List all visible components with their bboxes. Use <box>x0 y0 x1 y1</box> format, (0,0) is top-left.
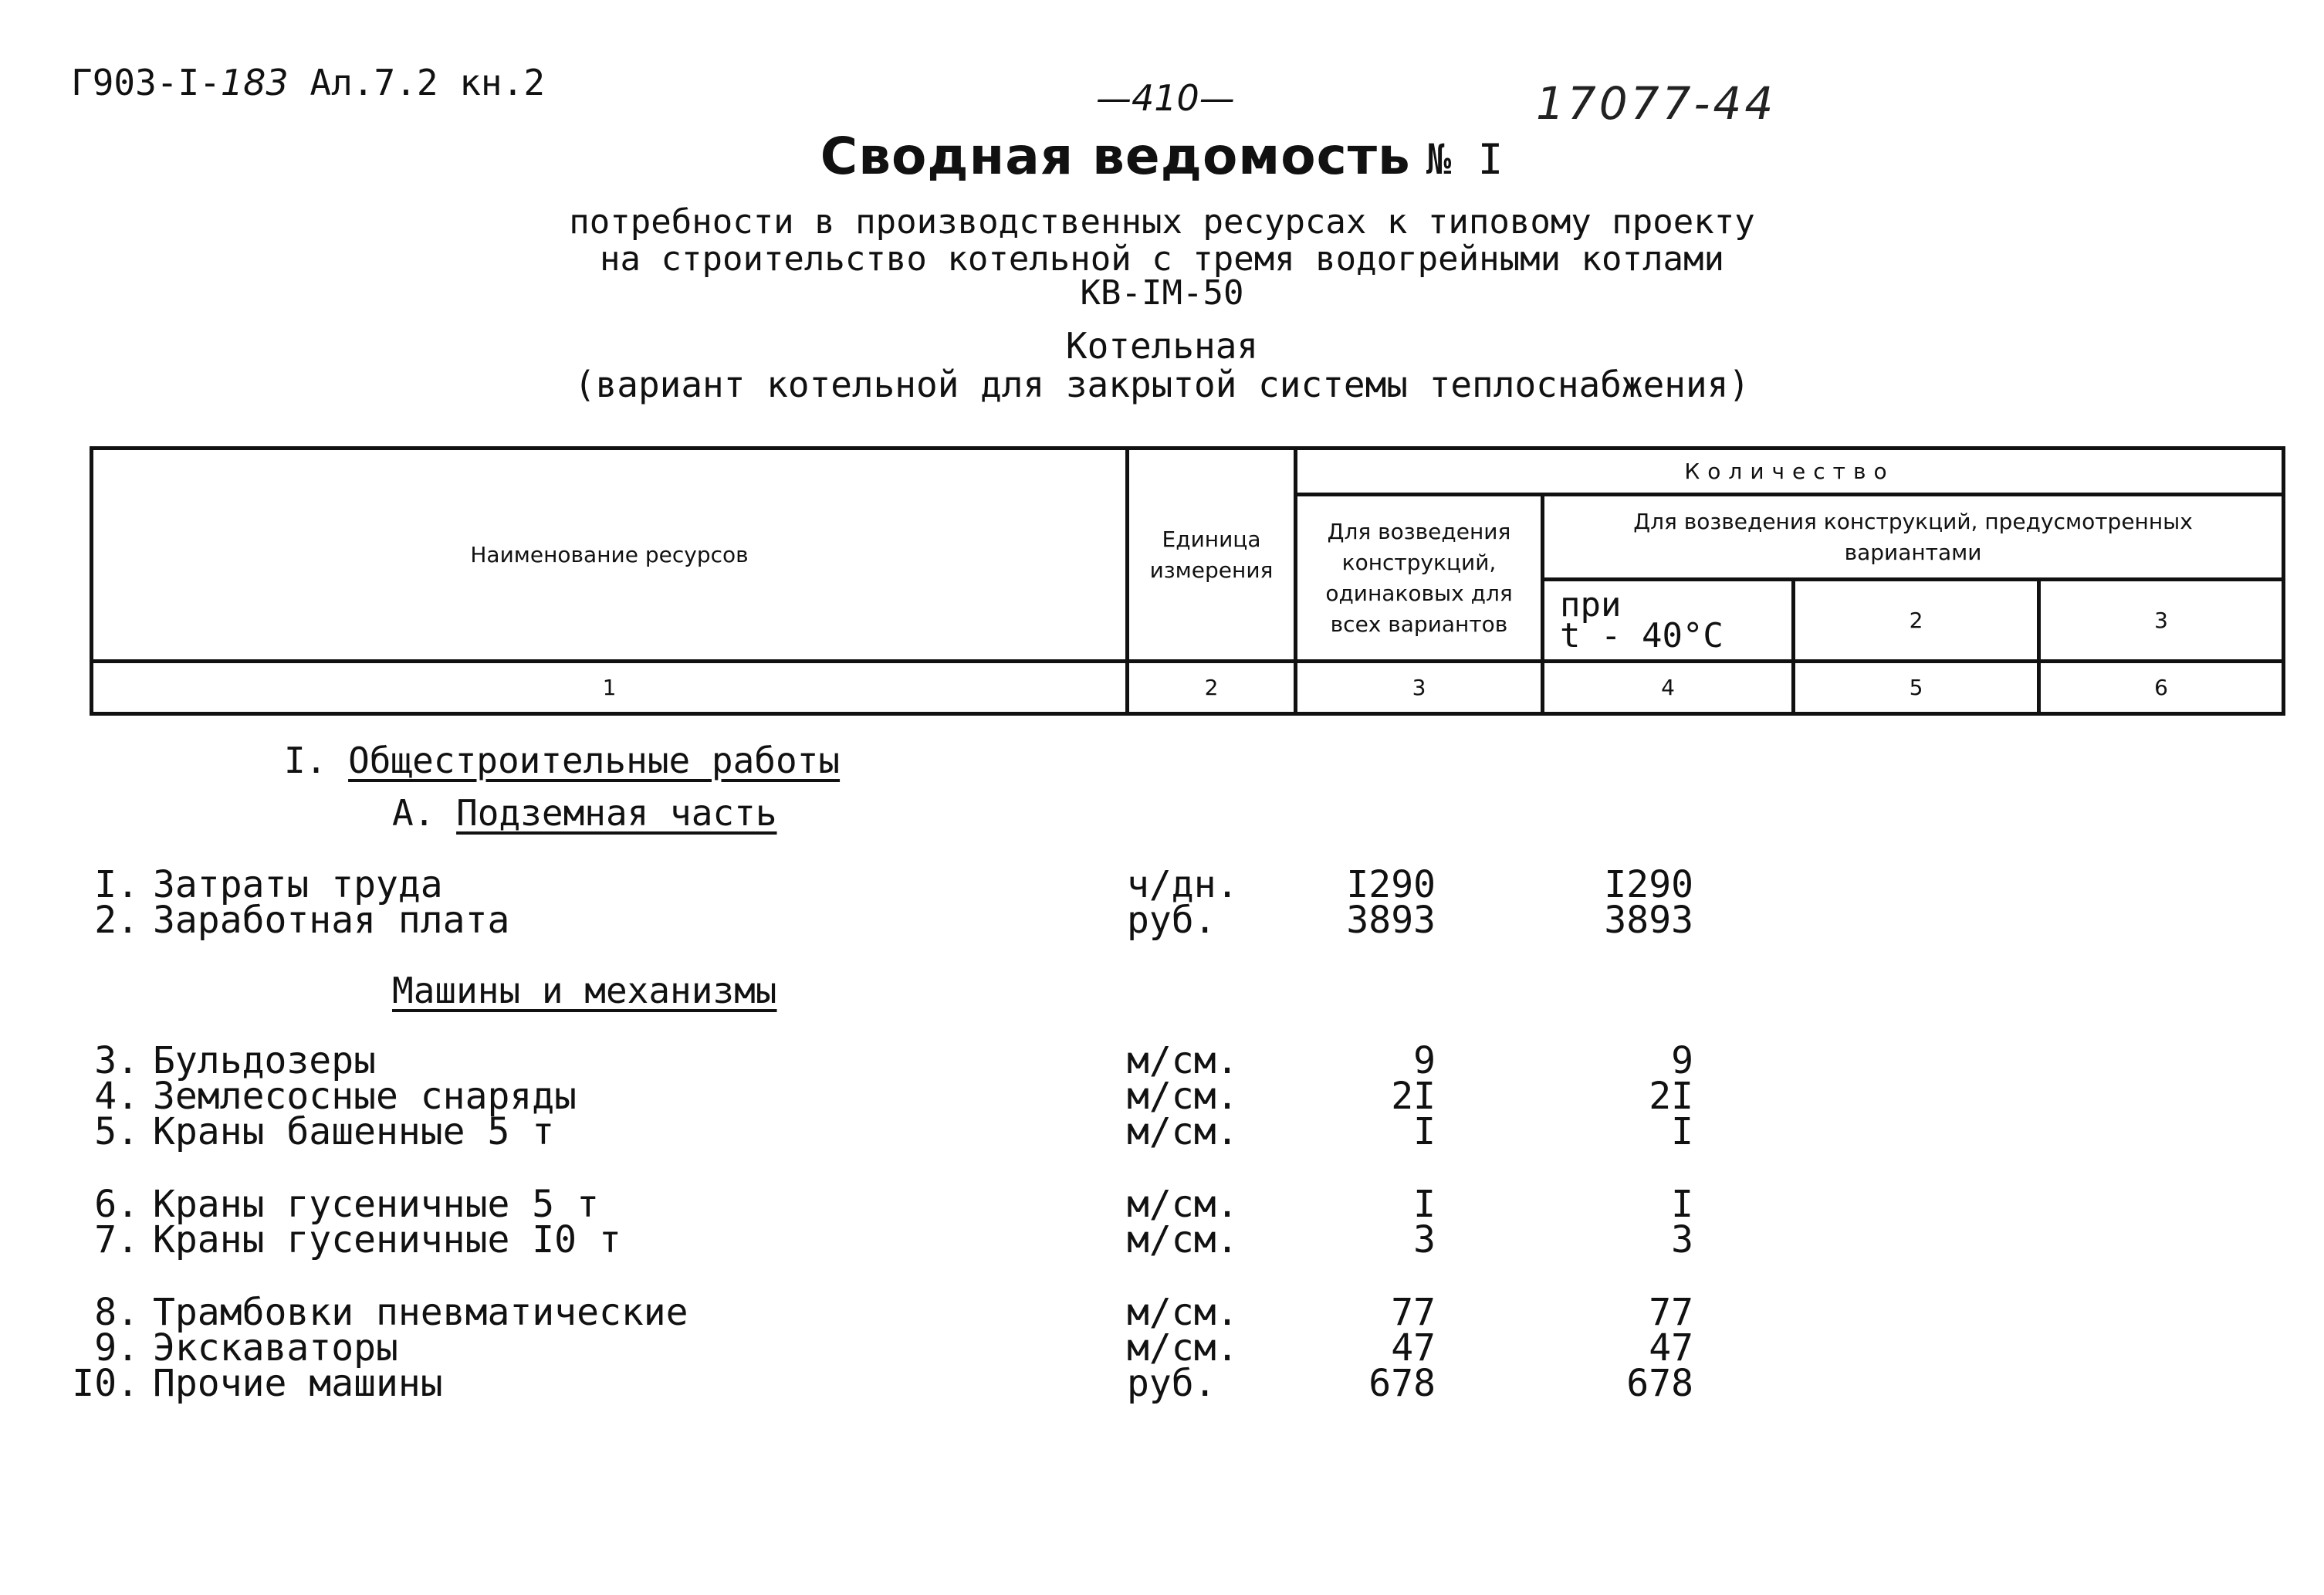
row-value-common: 77 <box>1391 1291 1436 1334</box>
row-number: 3. <box>94 1039 139 1082</box>
subtitle-line-3: КВ-IM-50 <box>1080 273 1244 313</box>
row-number: 7. <box>94 1218 139 1261</box>
header-cell-resource-name: Наименование ресурсов <box>92 449 1128 662</box>
row-number: I0. <box>72 1362 139 1405</box>
index-cell-2: 2 <box>1128 662 1296 714</box>
row-name: Заработная плата <box>153 899 510 942</box>
page-title-text: Сводная ведомость <box>820 127 1411 186</box>
row-name: Экскаваторы <box>153 1326 398 1370</box>
row-value-common: I <box>1413 1110 1436 1153</box>
row-name: Бульдозеры <box>153 1039 376 1082</box>
row-value-common: 3893 <box>1346 899 1436 942</box>
row-number: 2. <box>94 899 139 942</box>
page-number: —410— <box>1096 77 1235 119</box>
row-unit: ч/дн. <box>1127 863 1239 906</box>
row-name: Прочие машины <box>153 1362 443 1405</box>
row-number: 8. <box>94 1291 139 1334</box>
row-name: Краны гусеничные I0 т <box>153 1218 621 1261</box>
row-number: 4. <box>94 1075 139 1118</box>
row-value-variant-1: I <box>1671 1110 1693 1153</box>
row-name: Затраты труда <box>153 863 443 906</box>
document-code-suffix: Ал.7.2 кн.2 <box>288 62 546 103</box>
subtitle-line-5: (вариант котельной для закрытой системы теплоснабжения) <box>573 364 1751 405</box>
page-title <box>0 127 2324 186</box>
header-cell-variant-2: 2 <box>1794 580 2039 662</box>
section-heading-general-construction: I. Общестроительные работы <box>284 740 841 781</box>
row-value-variant-1: 77 <box>1649 1291 1693 1334</box>
row-number: 5. <box>94 1110 139 1153</box>
row-name: Землесосные снаряды <box>153 1075 577 1118</box>
row-value-variant-1: 47 <box>1649 1326 1693 1370</box>
row-unit: руб. <box>1127 1362 1216 1405</box>
index-cell-3: 3 <box>1296 662 1543 714</box>
subtitle-line-2: на строительство котельной с тремя водогрейными котлами <box>600 239 1724 279</box>
row-unit: м/см. <box>1127 1218 1239 1261</box>
resource-table-header <box>90 446 2285 716</box>
header-cell-unit: Единица измерения <box>1128 449 1296 662</box>
row-value-common: I <box>1413 1183 1436 1226</box>
header-cell-variant-1: при t - 40°С <box>1543 580 1794 662</box>
row-value-variant-1: I <box>1671 1183 1693 1226</box>
row-value-common: I290 <box>1346 863 1436 906</box>
row-name: Трамбовки пневматические <box>153 1291 688 1334</box>
header-cell-variant-3: 3 <box>2039 580 2284 662</box>
subtitle-line-4: Котельная <box>1065 325 1259 367</box>
row-unit: м/см. <box>1127 1291 1239 1334</box>
row-unit: м/см. <box>1127 1039 1239 1082</box>
row-unit: м/см. <box>1127 1110 1239 1153</box>
row-name: Краны башенные 5 т <box>153 1110 555 1153</box>
document-code <box>71 62 545 103</box>
header-cell-variants: Для возведения конструкций, предусмотренных вариантами <box>1543 495 2284 580</box>
document-code-handwritten: 183 <box>220 62 289 103</box>
subtitle-line-1: потребности в производственных ресурсах к типовому проекту <box>569 202 1755 242</box>
row-value-common: 9 <box>1413 1039 1436 1082</box>
row-value-common: 47 <box>1391 1326 1436 1370</box>
row-value-variant-1: 9 <box>1671 1039 1693 1082</box>
index-cell-1: 1 <box>92 662 1128 714</box>
header-cell-common: Для возведения конструкций, одинаковых для всех вариантов <box>1296 495 1543 662</box>
row-name: Краны гусеничные 5 т <box>153 1183 599 1226</box>
row-value-variant-1: 3 <box>1671 1218 1693 1261</box>
document-code-prefix: Г903-I- <box>71 62 221 103</box>
page-title-number: № I <box>1426 135 1504 184</box>
index-cell-4: 4 <box>1543 662 1794 714</box>
row-value-variant-1: 678 <box>1626 1362 1693 1405</box>
row-value-variant-1: 2I <box>1649 1075 1693 1118</box>
index-cell-6: 6 <box>2039 662 2284 714</box>
row-unit: м/см. <box>1127 1075 1239 1118</box>
row-number: 9. <box>94 1326 139 1370</box>
index-cell-5: 5 <box>1794 662 2039 714</box>
section-heading-underground: А. Подземная часть <box>392 792 777 834</box>
row-unit: руб. <box>1127 899 1216 942</box>
section-heading-machines: Машины и механизмы <box>392 970 777 1011</box>
row-value-common: 2I <box>1391 1075 1436 1118</box>
header-cell-quantity: Количество <box>1296 449 2284 495</box>
row-value-variant-1: 3893 <box>1604 899 1693 942</box>
row-value-variant-1: I290 <box>1604 863 1693 906</box>
row-value-common: 3 <box>1413 1218 1436 1261</box>
row-number: I. <box>94 863 139 906</box>
row-value-common: 678 <box>1368 1362 1436 1405</box>
row-unit: м/см. <box>1127 1183 1239 1226</box>
row-unit: м/см. <box>1127 1326 1239 1370</box>
inventory-number: 17077-44 <box>1536 77 1777 130</box>
row-number: 6. <box>94 1183 139 1226</box>
